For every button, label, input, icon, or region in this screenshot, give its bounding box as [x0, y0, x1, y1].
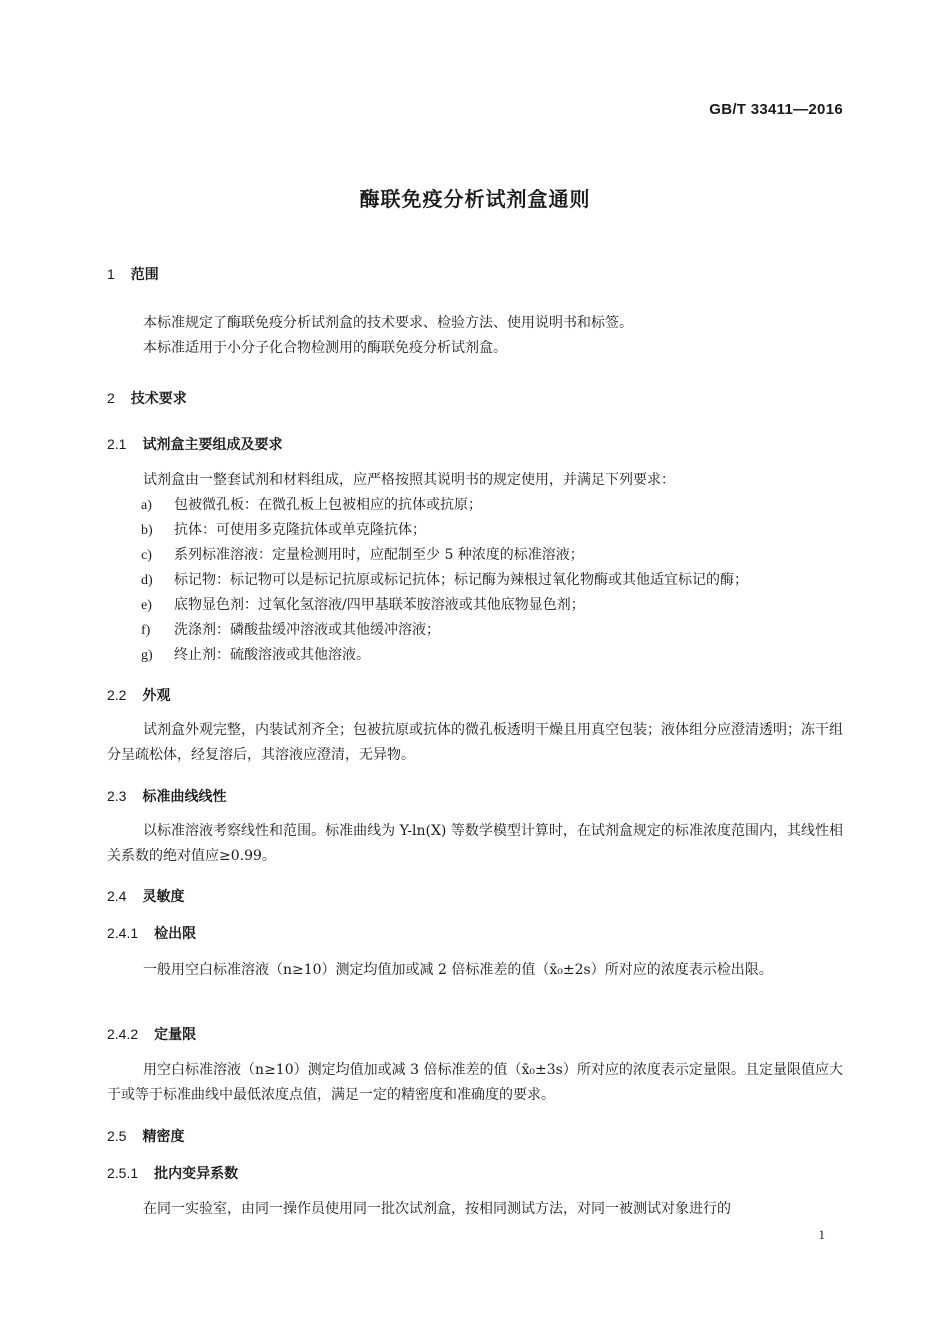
section-title: 外观: [142, 688, 171, 704]
section-2-4-heading: [107, 886, 184, 906]
section-title: 标准曲线线性: [142, 789, 227, 805]
section-1-heading: [107, 264, 159, 284]
section-number: 2.5.1: [107, 1165, 139, 1181]
paragraph: 试剂盒由一整套试剂和材料组成，应严格按照其说明书的规定使用，并满足下列要求：: [143, 472, 675, 488]
section-number: 2.2: [107, 687, 127, 703]
list-item-text: 抗体：可使用多克隆抗体或单克隆抗体；: [174, 522, 426, 538]
section-2-3-heading: [107, 786, 226, 806]
section-title: 定量限: [154, 1027, 197, 1043]
list-marker: e): [141, 598, 152, 613]
section-number: 2: [107, 390, 115, 406]
list-item-text: 终止剂：硫酸溶液或其他溶液。: [174, 647, 370, 663]
list-item-text: 包被微孔板：在微孔板上包被相应的抗体或抗原；: [174, 497, 482, 513]
section-number: 2.4.2: [107, 1026, 139, 1042]
list-marker: f): [141, 623, 151, 638]
list-item-text: 洗涤剂：磷酸盐缓冲溶液或其他缓冲溶液；: [174, 622, 440, 638]
section-number: 1: [107, 266, 115, 282]
section-number: 2.4.1: [107, 925, 139, 941]
paragraph: 用空白标准溶液（n≥10）测定均值加或减 3 倍标准差的值（x̄₀±3s）所对应的浓度表示定量限。且定量限值应大于或等于标准曲线中最低浓度点值，满足一定的精密度和准确度的要求。: [107, 1062, 843, 1103]
list-marker: b): [141, 523, 153, 538]
document-title: 酶联免疫分析试剂盒通则: [359, 187, 591, 211]
section-2-4-1-heading: [107, 923, 196, 943]
section-title: 范围: [130, 267, 159, 283]
list-item: [141, 568, 843, 593]
paragraph: 本标准规定了酶联免疫分析试剂盒的技术要求、检验方法、使用说明书和标签。: [143, 315, 633, 331]
section-number: 2.3: [107, 788, 127, 804]
list-marker: c): [141, 548, 152, 563]
list-item: [141, 518, 843, 543]
section-2-4-2-heading: [107, 1024, 196, 1044]
list-item: [141, 593, 843, 618]
paragraph: 试剂盒外观完整，内装试剂齐全；包被抗原或抗体的微孔板透明干燥且用真空包装；液体组分应澄清透明；冻干组分呈疏松体，经复溶后，其溶液应澄清，无异物。: [107, 722, 843, 763]
section-title: 精密度: [142, 1129, 185, 1145]
section-2-1-heading: [107, 434, 282, 454]
paragraph: 本标准适用于小分子化合物检测用的酶联免疫分析试剂盒。: [143, 340, 507, 356]
section-number: 2.4: [107, 888, 127, 904]
section-2-heading: [107, 388, 187, 408]
list-item-text: 标记物：标记物可以是标记抗原或标记抗体；标记酶为辣根过氧化物酶或其他适宜标记的酶；: [174, 572, 748, 588]
list-item: [141, 543, 843, 568]
paragraph: 以标准溶液考察线性和范围。标准曲线为 Y-ln(X) 等数学模型计算时，在试剂盒规定的标准浓度范围内，其线性相关系数的绝对值应≥0.99。: [107, 823, 843, 864]
list-item-text: 系列标准溶液：定量检测用时，应配制至少 5 种浓度的标准溶液；: [174, 547, 584, 563]
paragraph: 在同一实验室，由同一操作员使用同一批次试剂盒，按相同测试方法，对同一被测试对象进行的: [143, 1201, 731, 1217]
section-title: 批内变异系数: [154, 1166, 239, 1182]
section-title: 灵敏度: [142, 889, 185, 905]
list-item: [141, 618, 843, 643]
section-title: 试剂盒主要组成及要求: [142, 437, 283, 453]
section-2-2-heading: [107, 685, 170, 705]
page-number: 1: [818, 1227, 825, 1242]
paragraph: 一般用空白标准溶液（n≥10）测定均值加或减 2 倍标准差的值（x̄₀±2s）所对应的浓度表示检出限。: [143, 962, 773, 978]
list-item: [141, 643, 843, 668]
section-title: 技术要求: [130, 391, 187, 407]
section-number: 2.1: [107, 436, 127, 452]
standard-number: GB/T 33411—2016: [709, 101, 843, 118]
list-item: [141, 493, 843, 518]
section-title: 检出限: [154, 926, 197, 942]
section-2-5-heading: [107, 1126, 184, 1146]
list-marker: g): [141, 648, 153, 663]
list-item-text: 底物显色剂：过氧化氢溶液/四甲基联苯胺溶液或其他底物显色剂；: [174, 597, 585, 613]
section-number: 2.5: [107, 1128, 127, 1144]
list-marker: d): [141, 573, 153, 588]
list-marker: a): [141, 498, 152, 513]
section-2-5-1-heading: [107, 1163, 238, 1183]
